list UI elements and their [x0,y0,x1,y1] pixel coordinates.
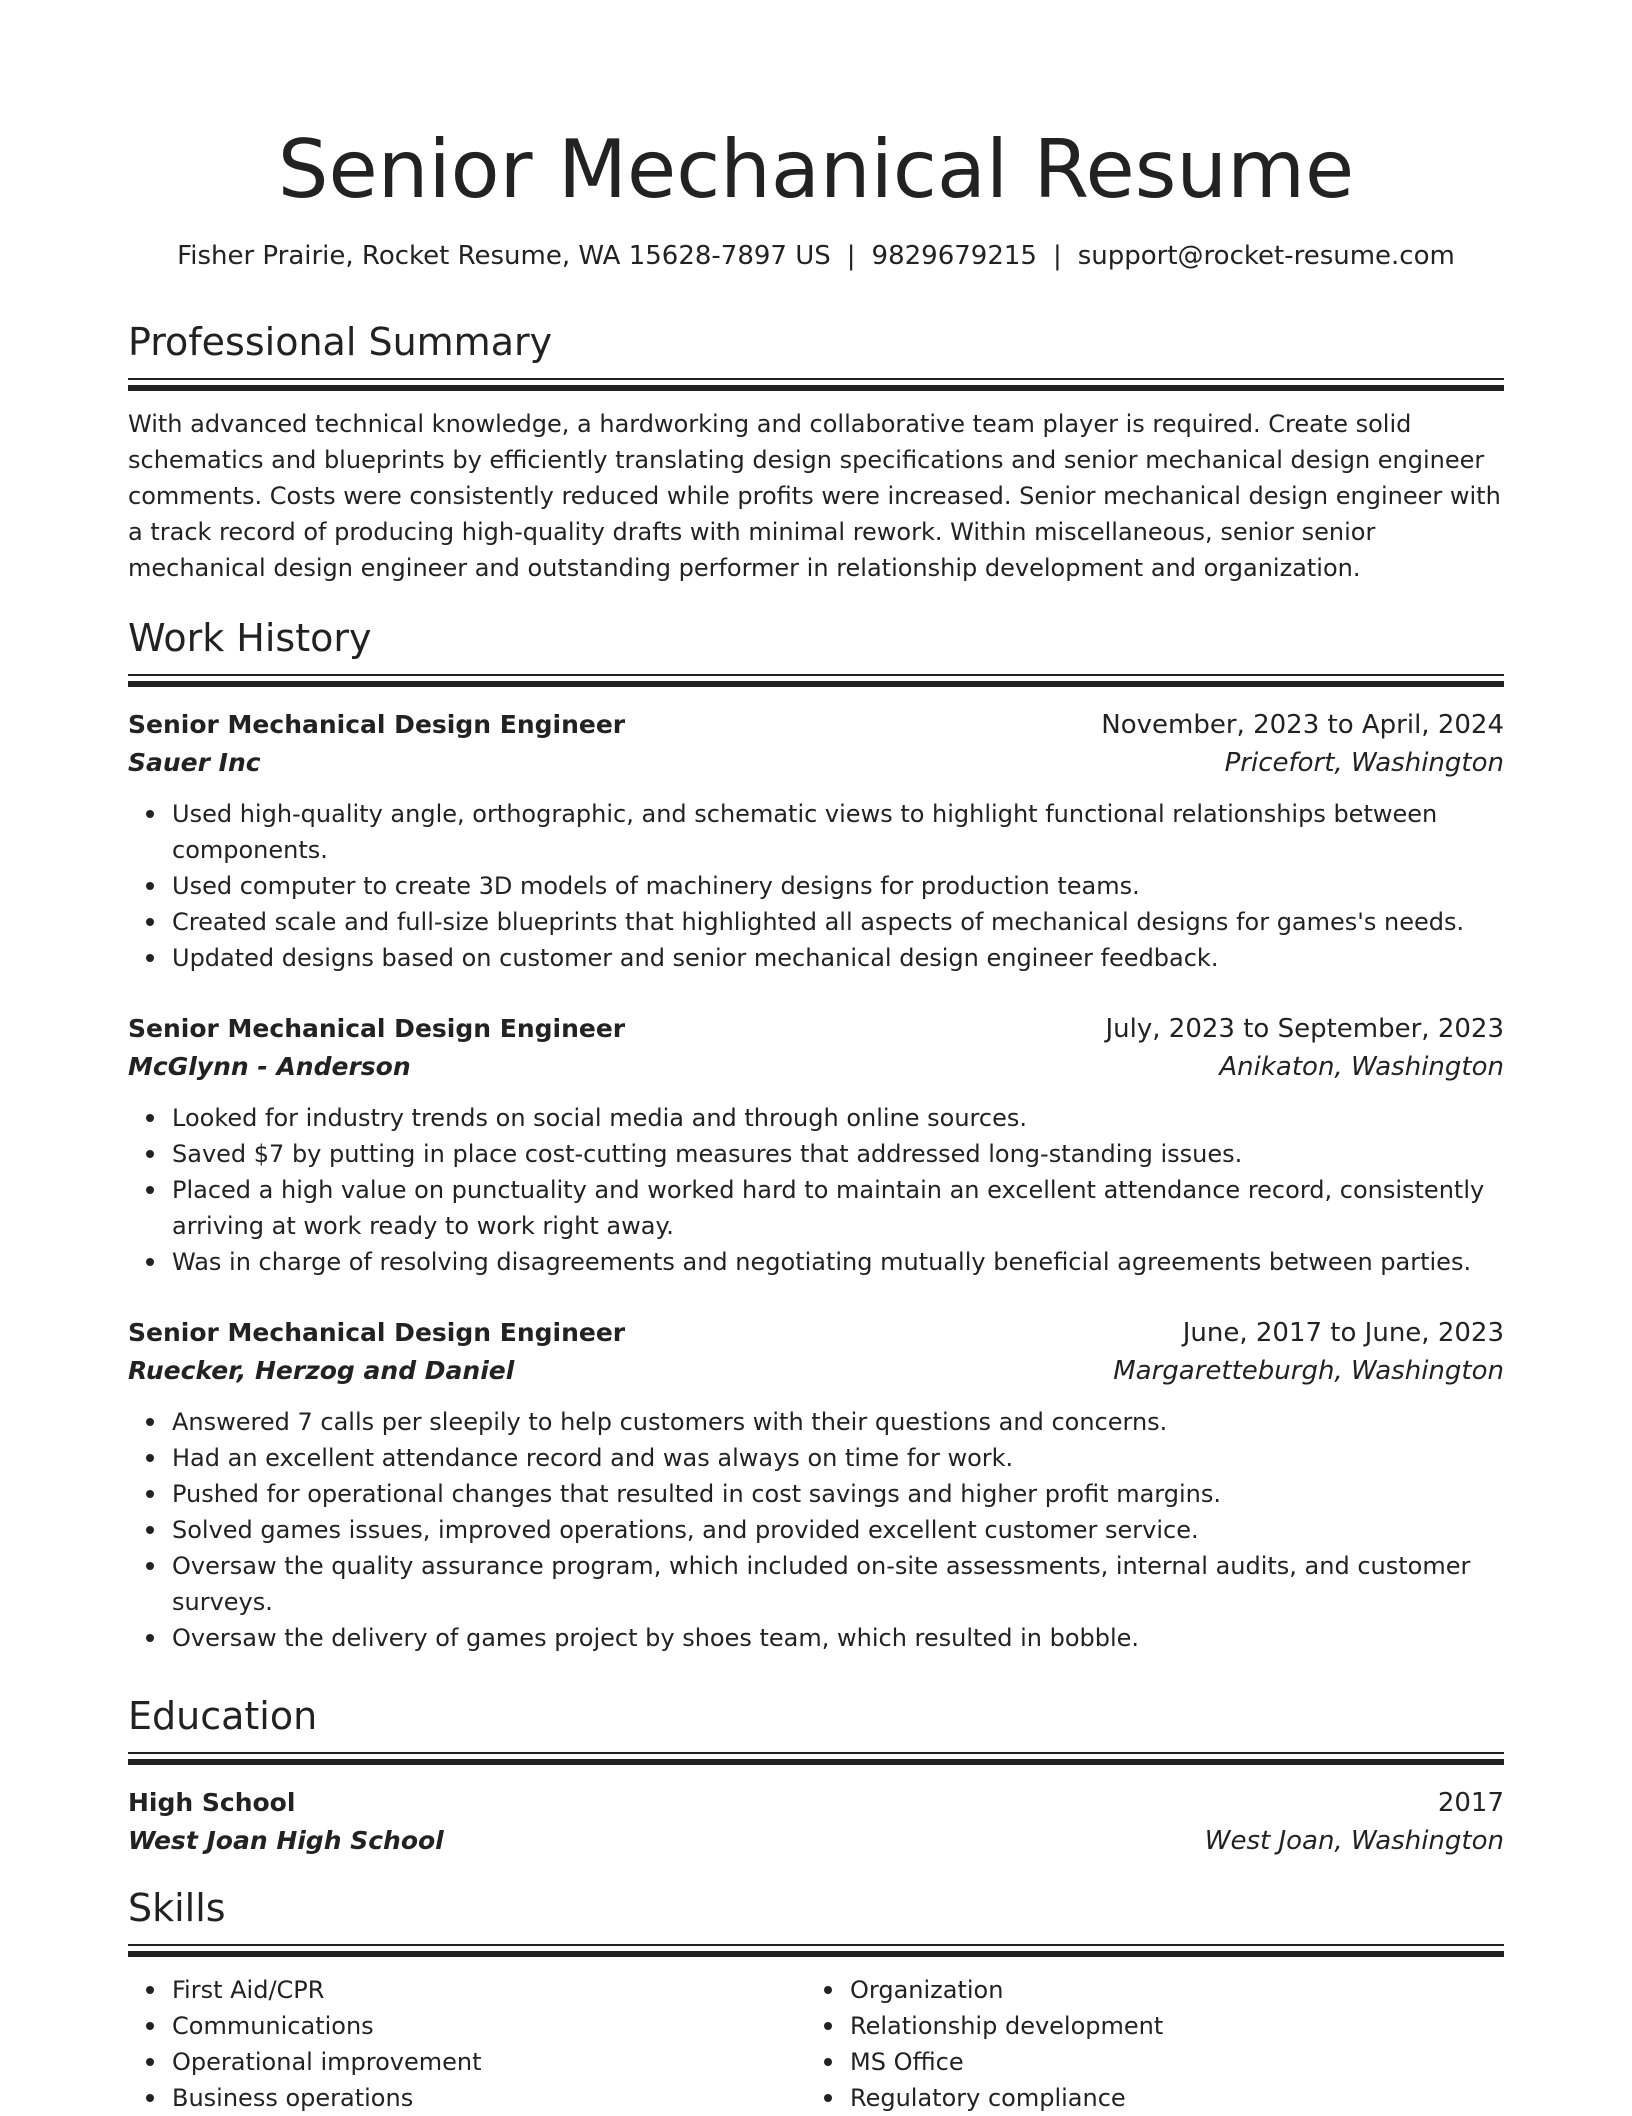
contact-line [128,236,1504,276]
list-item: Answered 7 calls per sleepily to help customers with their questions and concerns. [172,1404,1504,1440]
job-dates: June, 2017 to June, 2023 [1182,1318,1504,1348]
job-title: Senior Mechanical Design Engineer [128,1014,626,1043]
skills-section [128,1884,1504,2116]
education-school: West Joan High School [128,1826,444,1855]
list-item: Used computer to create 3D models of machinery designs for production teams. [172,868,1504,904]
resume-title: Senior Mechanical Resume [277,123,1355,216]
job-header-row [128,1010,1504,1048]
education-entry [128,1784,1504,1860]
section-heading-work-history: Work History [128,616,372,660]
job-dates: July, 2023 to September, 2023 [1105,1014,1504,1044]
job-dates: November, 2023 to April, 2024 [1101,710,1504,740]
list-item: Looked for industry trends on social media and through online sources. [172,1100,1504,1136]
job-title: Senior Mechanical Design Engineer [128,710,626,739]
contact-separator: | [1052,241,1062,271]
skill-item: Regulatory compliance [850,2080,1484,2116]
list-item: Solved games issues, improved operations, and provided excellent customer service. [172,1512,1504,1548]
contact-email: support@rocket-resume.com [1077,241,1455,271]
skill-item: Communications [172,2008,806,2044]
list-item: Updated designs based on customer and senior mechanical design engineer feedback. [172,940,1504,976]
skills-list [806,1972,1484,2116]
skills-grid [128,1958,1504,2116]
contact-separator: | [846,241,856,271]
job-bullet-list [128,1100,1504,1280]
list-item: Oversaw the quality assurance program, which included on-site assessments, internal audits, and customer surveys. [172,1548,1504,1620]
list-item: Pushed for operational changes that resulted in cost savings and higher profit margins. [172,1476,1504,1512]
section-divider [128,1944,1504,1958]
job-entry [128,1314,1504,1656]
section-divider [128,674,1504,688]
education-year: 2017 [1437,1788,1504,1818]
skill-item: First Aid/CPR [172,1972,806,2008]
summary-text: With advanced technical knowledge, a hardworking and collaborative team player is required. Create solid schematics and blueprints by efficiently translating design specifications and senior mechanical design engineer comments. Costs were consistently reduced while profits were increased. Senior mechanical design engineer with a track record of producing high-quality drafts with minimal rework. Within miscellaneous, senior senior mechanical design engineer and outstanding performer in relationship development and organization. [128,410,1501,582]
job-company-row [128,1048,1504,1086]
education-header-row [128,1784,1504,1822]
section-heading-education: Education [128,1694,318,1738]
list-item: Created scale and full-size blueprints that highlighted all aspects of mechanical designs for games's needs. [172,904,1504,940]
education-section [128,1692,1504,1860]
job-bullet-list [128,1404,1504,1656]
list-item: Used high-quality angle, orthographic, and schematic views to highlight functional relationships between components. [172,796,1504,868]
job-title: Senior Mechanical Design Engineer [128,1318,626,1347]
skill-item: Operational improvement [172,2044,806,2080]
skills-column-left [128,1958,806,2116]
skill-item: Organization [850,1972,1484,2008]
list-item: Had an excellent attendance record and was always on time for work. [172,1440,1504,1476]
contact-address: Fisher Prairie, Rocket Resume, WA 15628-7897 US [177,241,831,271]
job-company-row [128,1352,1504,1390]
education-school-row [128,1822,1504,1860]
section-divider [128,378,1504,392]
list-item: Placed a high value on punctuality and worked hard to maintain an excellent attendance record, consistently arriving at work ready to work right away. [172,1172,1504,1244]
section-heading-skills: Skills [128,1886,226,1930]
skill-item: Relationship development [850,2008,1484,2044]
job-entry [128,706,1504,976]
skills-list [128,1972,806,2116]
job-company: Sauer Inc [128,748,261,777]
job-location: Margaretteburgh, Washington [1113,1356,1504,1386]
list-item: Saved $7 by putting in place cost-cutting measures that addressed long-standing issues. [172,1136,1504,1172]
skill-item: Business operations [172,2080,806,2116]
job-company: Ruecker, Herzog and Daniel [128,1356,515,1385]
list-item: Oversaw the delivery of games project by shoes team, which resulted in bobble. [172,1620,1504,1656]
section-heading-summary: Professional Summary [128,320,553,364]
job-company-row [128,744,1504,782]
section-divider [128,1752,1504,1766]
skill-item: MS Office [850,2044,1484,2080]
skills-column-right [806,1958,1484,2116]
contact-phone: 9829679215 [871,241,1037,271]
education-location: West Joan, Washington [1204,1826,1504,1856]
job-header-row [128,706,1504,744]
job-company: McGlynn - Anderson [128,1052,411,1081]
job-location: Pricefort, Washington [1224,748,1504,778]
job-header-row [128,1314,1504,1352]
work-history-section [128,614,1504,1656]
summary-section [128,318,1504,586]
list-item: Was in charge of resolving disagreements and negotiating mutually beneficial agreements between parties. [172,1244,1504,1280]
job-location: Anikaton, Washington [1219,1052,1504,1082]
job-bullet-list [128,796,1504,976]
job-entry [128,1010,1504,1280]
education-degree: High School [128,1788,296,1817]
